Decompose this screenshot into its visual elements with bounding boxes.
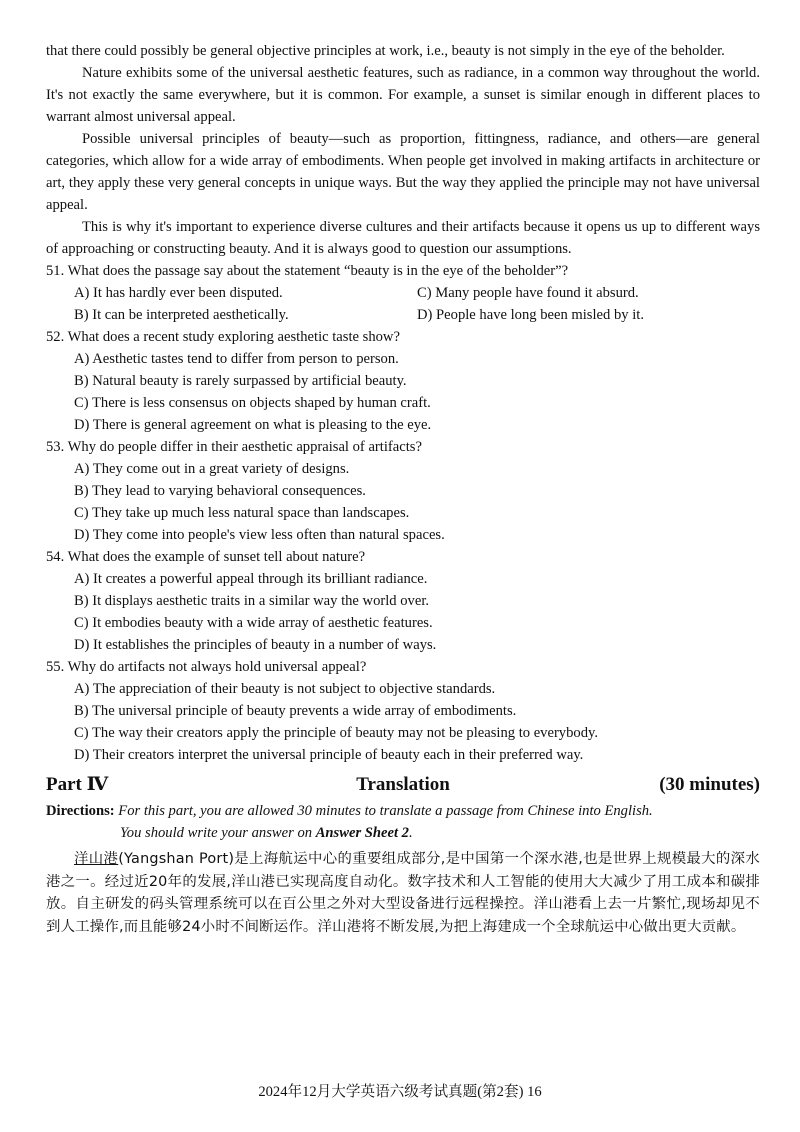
part-label: Part Ⅳ xyxy=(46,774,109,795)
option-b: B) They lead to varying behavioral consequences. xyxy=(74,483,366,499)
exam-page xyxy=(46,40,760,938)
question-54 xyxy=(46,546,760,656)
option-b: B) It displays aesthetic traits in a similar way the world over. xyxy=(74,593,430,609)
translation-passage xyxy=(46,848,760,938)
option-a: A) Aesthetic tastes tend to differ from person to person. xyxy=(74,351,399,367)
passage-paragraph-0: that there could possibly be general objective principles at work, i.e., beauty is not simply in the eye of the beholder. xyxy=(46,43,725,59)
option-b: B) Natural beauty is rarely surpassed by artificial beauty. xyxy=(74,373,407,389)
passage-paragraph-2: Possible universal principles of beauty—such as proportion, fittingness, radiance, and others—are general categories, which allow for a wide array of embodiments. When people get involved in making artifacts in architecture or art, they apply these very general concepts in unique ways. But the way they applied the principle may not have universal appeal. xyxy=(46,131,760,213)
question-stem: 55. Why do artifacts not always hold universal appeal? xyxy=(46,659,367,675)
passage-paragraph-3: This is why it's important to experience diverse cultures and their artifacts because it opens us up to different ways of approaching or constructing beauty. And it is always good to question our assumptions. xyxy=(46,219,760,257)
part-time: (30 minutes) xyxy=(659,774,760,795)
option-c: C) Many people have found it absurd. xyxy=(417,285,639,301)
passage-paragraph-1: Nature exhibits some of the universal aesthetic features, such as radiance, in a common way throughout the world. It's not exactly the same everywhere, but it is common. For example, a sunset is similar enough in different places to warrant almost universal appeal. xyxy=(46,65,760,125)
option-row xyxy=(74,282,760,304)
option-a: A) They come out in a great variety of designs. xyxy=(74,461,350,477)
translation-body: (Yangshan Port)是上海航运中心的重要组成部分,是中国第一个深水港,也是世界上规模最大的深水港之一。经过近20年的发展,洋山港已实现高度自动化。数字技术和人工智能的使用大大减少了用工成本和碳排放。自主研发的码头管理系统可以在百公里之外对大型设备进行远程操控。洋山港看上去一片繁忙,现场却见不到人工操作,而且能够24小时不间断运作。洋山港将不断发展,为把上海建成一个全球航运中心做出更大贡献。 xyxy=(46,851,760,935)
question-51 xyxy=(46,260,760,326)
option-d: D) There is general agreement on what is pleasing to the eye. xyxy=(74,417,432,433)
option-c: C) There is less consensus on objects shaped by human craft. xyxy=(74,395,431,411)
directions-line-1 xyxy=(46,800,760,822)
question-stem: 51. What does the passage say about the statement “beauty is in the eye of the beholder”? xyxy=(46,263,569,279)
option-b: B) It can be interpreted aesthetically. xyxy=(74,307,289,323)
option-a: A) It has hardly ever been disputed. xyxy=(74,285,283,301)
directions-line2-pre: You should write your answer on xyxy=(120,825,316,841)
directions-line-2 xyxy=(120,822,760,844)
question-stem: 54. What does the example of sunset tell about nature? xyxy=(46,549,366,565)
translation-term: 洋山港 xyxy=(74,851,119,867)
option-a: A) The appreciation of their beauty is not subject to objective standards. xyxy=(74,681,496,697)
option-c: C) The way their creators apply the principle of beauty may not be pleasing to everybody. xyxy=(74,725,598,741)
directions-label: Directions: xyxy=(46,803,115,819)
part-heading xyxy=(46,772,760,798)
option-d: D) It establishes the principles of beauty in a number of ways. xyxy=(74,637,437,653)
option-a: A) It creates a powerful appeal through its brilliant radiance. xyxy=(74,571,428,587)
directions xyxy=(46,800,760,844)
question-53 xyxy=(46,436,760,546)
option-d: D) People have long been misled by it. xyxy=(417,307,644,323)
question-52 xyxy=(46,326,760,436)
part-title: Translation xyxy=(356,774,450,795)
option-c: C) They take up much less natural space than landscapes. xyxy=(74,505,410,521)
option-d: D) They come into people's view less often than natural spaces. xyxy=(74,527,445,543)
question-stem: 53. Why do people differ in their aesthetic appraisal of artifacts? xyxy=(46,439,422,455)
option-d: D) Their creators interpret the universal principle of beauty each in their preferred way. xyxy=(74,747,584,763)
question-stem: 52. What does a recent study exploring aesthetic taste show? xyxy=(46,329,400,345)
question-55 xyxy=(46,656,760,766)
directions-text: For this part, you are allowed 30 minutes to translate a passage from Chinese into English. xyxy=(114,803,653,819)
option-row xyxy=(74,304,760,326)
option-b: B) The universal principle of beauty prevents a wide array of embodiments. xyxy=(74,703,517,719)
option-c: C) It embodies beauty with a wide array of aesthetic features. xyxy=(74,615,433,631)
answer-sheet-ref: Answer Sheet 2 xyxy=(315,825,409,841)
directions-line2-post: . xyxy=(408,825,413,841)
page-footer: 2024年12月大学英语六级考试真题(第2套) 16 xyxy=(258,1084,542,1100)
